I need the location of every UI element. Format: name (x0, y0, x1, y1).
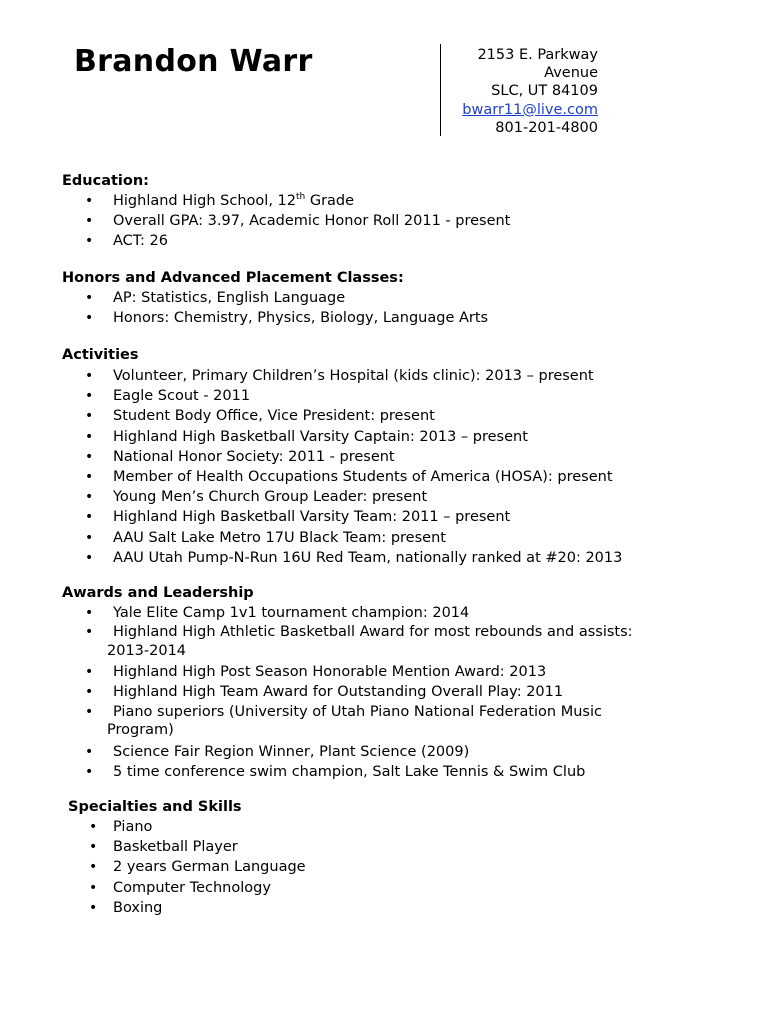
bullet: • (85, 469, 94, 486)
list-item-text: 5 time conference swim champion, Salt Lake Tennis & Swim Club (113, 763, 586, 780)
list-item (0, 603, 673, 623)
list-item (0, 548, 622, 568)
bullet: • (89, 839, 98, 856)
education-list (0, 191, 510, 252)
list-item (0, 487, 622, 507)
address-line-2: Avenue (544, 65, 598, 82)
honors-heading: Honors and Advanced Placement Classes: (62, 270, 404, 286)
list-item (0, 762, 673, 782)
list-item (0, 191, 510, 211)
list-item (0, 703, 673, 740)
list-item-text: Basketball Player (113, 839, 238, 856)
bullet: • (85, 388, 94, 405)
list-item-text: Volunteer, Primary Children’s Hospital (kids clinic): 2013 – present (113, 368, 594, 384)
email-link[interactable]: bwarr11@live.com (462, 101, 598, 118)
list-item (0, 898, 306, 918)
list-item (0, 308, 488, 328)
list-item (0, 386, 622, 406)
list-item-text: Highland High Athletic Basketball Award for most rebounds and assists: (113, 624, 633, 641)
list-item-text: Eagle Scout - 2011 (113, 388, 251, 405)
bullet: • (89, 819, 98, 835)
list-item (0, 857, 306, 877)
bullet: • (85, 193, 94, 209)
bullet: • (85, 233, 94, 250)
contact-block (450, 46, 598, 137)
list-item-text: Piano (113, 819, 153, 835)
list-item (0, 366, 622, 386)
header-divider (440, 44, 441, 136)
list-item-text: 2 years German Language (113, 859, 306, 876)
list-item-text: Honors: Chemistry, Physics, Biology, Language Arts (113, 310, 489, 327)
list-item-text: Overall GPA: 3.97, Academic Honor Roll 2011 - present (113, 213, 511, 230)
list-item (0, 447, 622, 467)
address-line-3: SLC, UT 84109 (491, 83, 598, 100)
bullet: • (85, 290, 94, 306)
bullet: • (89, 859, 98, 876)
address-line-1: 2153 E. Parkway (477, 47, 598, 63)
bullet: • (85, 368, 94, 384)
awards-heading: Awards and Leadership (62, 585, 254, 601)
education-heading: Education: (62, 173, 149, 189)
bullet: • (85, 448, 94, 465)
bullet: • (85, 509, 94, 526)
candidate-name: Brandon Warr (74, 44, 313, 79)
bullet: • (85, 684, 94, 701)
list-item-text: Highland High Basketball Varsity Captain: 2013 – present (113, 428, 528, 445)
bullet: • (85, 703, 94, 720)
list-item (0, 528, 622, 548)
list-item-text: Computer Technology (113, 879, 271, 896)
list-item (0, 682, 673, 702)
list-item (0, 878, 306, 898)
list-item (0, 467, 622, 487)
list-item-text: ACT: 26 (113, 233, 168, 250)
list-item (0, 817, 306, 837)
school-text: Highland High School, 12th Grade (113, 192, 355, 209)
list-item (0, 507, 622, 527)
list-item-text: AAU Utah Pump-N-Run 16U Red Team, nationally ranked at #20: 2013 (113, 549, 623, 566)
bullet: • (85, 763, 94, 780)
bullet: • (85, 664, 94, 681)
list-item-text: Highland High Team Award for Outstanding Overall Play: 2011 (113, 684, 564, 701)
bullet: • (85, 310, 94, 327)
list-item (0, 662, 673, 682)
bullet: • (85, 428, 94, 445)
list-item-text: Science Fair Region Winner, Plant Science (2009) (113, 743, 470, 760)
list-item (0, 742, 673, 762)
skills-heading: Specialties and Skills (68, 799, 242, 815)
list-item-text: AP: Statistics, English Language (113, 290, 346, 306)
list-item (0, 406, 622, 426)
skills-list (0, 817, 306, 918)
bullet: • (85, 624, 94, 641)
list-item-text: National Honor Society: 2011 - present (113, 448, 395, 465)
bullet: • (85, 489, 94, 506)
list-item-text: Boxing (113, 899, 163, 916)
bullet: • (89, 899, 98, 916)
list-item (0, 837, 306, 857)
list-item-text: Student Body Office, Vice President: present (113, 408, 435, 425)
list-item-text: AAU Salt Lake Metro 17U Black Team: present (113, 529, 446, 546)
list-item (0, 288, 488, 308)
bullet: • (85, 605, 94, 621)
activities-heading: Activities (62, 347, 139, 363)
awards-list (0, 603, 673, 782)
list-item-text: Piano superiors (University of Utah Piano National Federation Music (113, 703, 602, 720)
bullet: • (85, 743, 94, 760)
bullet: • (85, 213, 94, 230)
activities-list (0, 366, 622, 568)
list-item-continuation: 2013-2014 (107, 642, 187, 659)
phone-number: 801-201-4800 (495, 119, 598, 136)
list-item-text: Yale Elite Camp 1v1 tournament champion: 2014 (113, 605, 470, 621)
bullet: • (85, 549, 94, 566)
list-item-text: Member of Health Occupations Students of America (HOSA): present (113, 469, 613, 486)
list-item-text: Highland High Basketball Varsity Team: 2011 – present (113, 509, 511, 526)
list-item (0, 211, 510, 231)
list-item-text: Young Men’s Church Group Leader: present (113, 489, 428, 506)
list-item (0, 231, 510, 251)
list-item (0, 623, 673, 660)
bullet: • (89, 879, 98, 896)
bullet: • (85, 408, 94, 425)
list-item-continuation: Program) (107, 722, 174, 739)
list-item-text: Highland High Post Season Honorable Mention Award: 2013 (113, 664, 547, 681)
honors-list (0, 288, 488, 328)
bullet: • (85, 529, 94, 546)
list-item (0, 427, 622, 447)
